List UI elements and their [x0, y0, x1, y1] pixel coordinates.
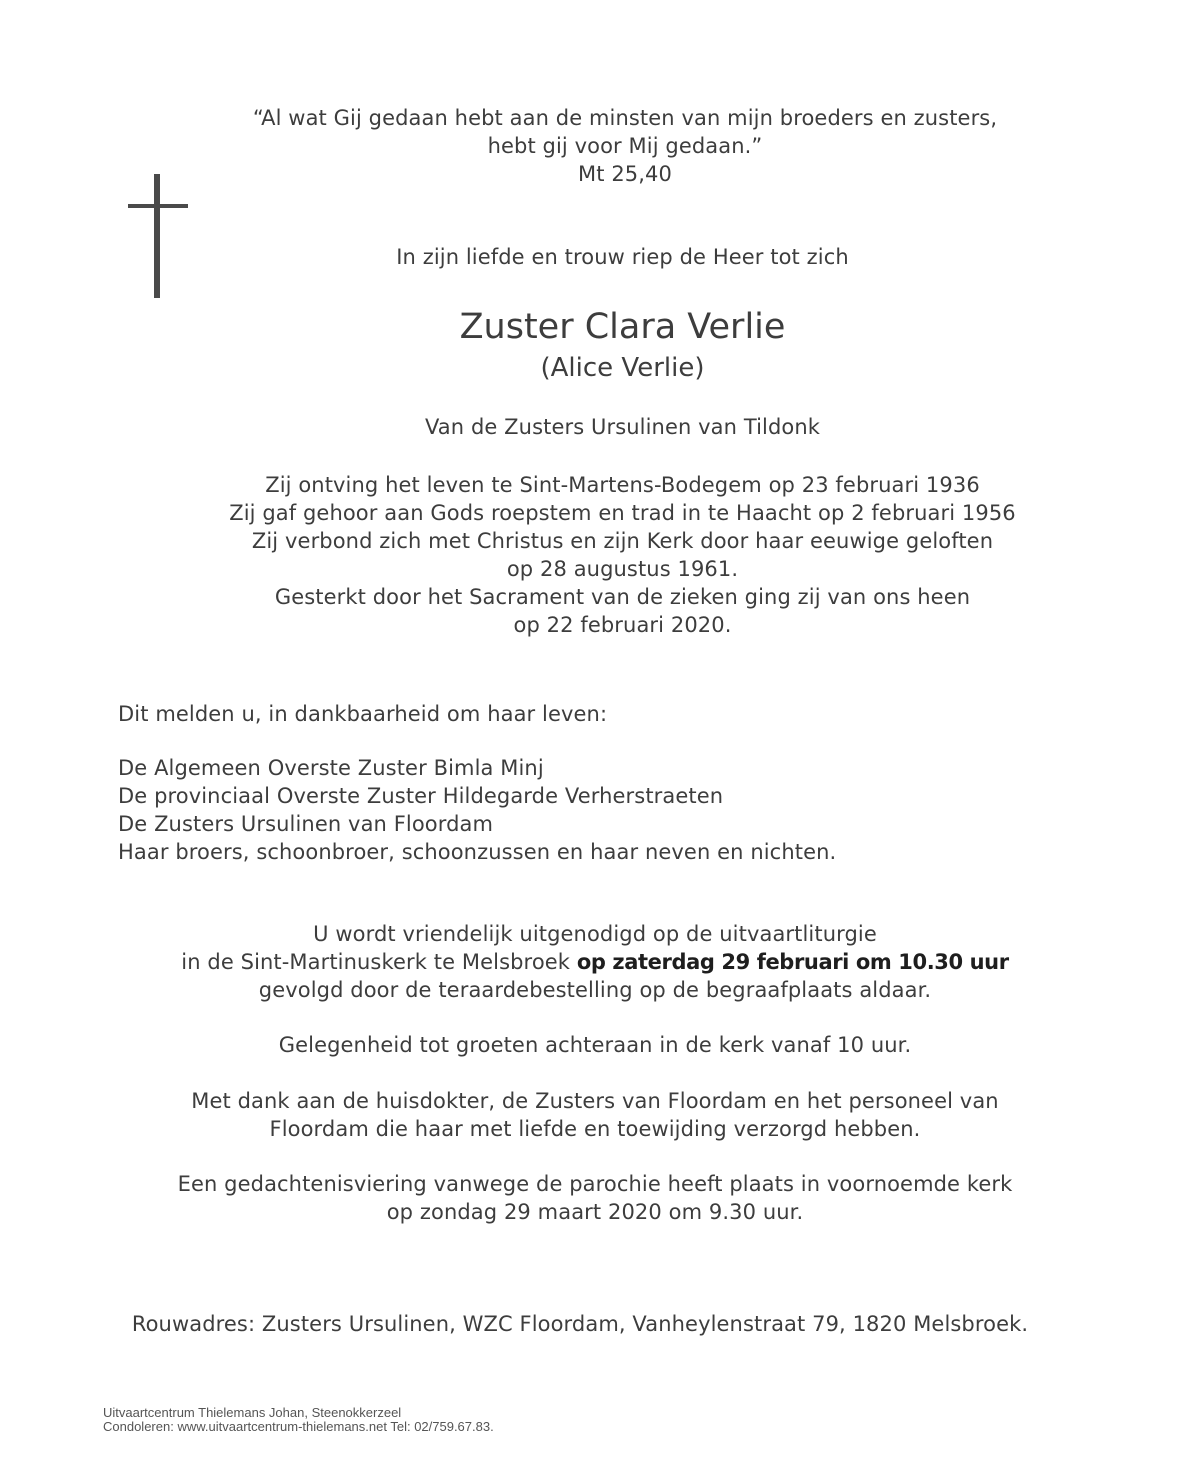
intro-text: In zijn liefde en trouw riep de Heer tot zich — [396, 245, 849, 269]
mourner-item: Haar broers, schoonbroer, schoonzussen en haar neven en nichten. — [118, 840, 837, 864]
congregation: Van de Zusters Ursulinen van Tildonk — [424, 415, 821, 439]
announcement: Dit melden u, in dankbaarheid om haar leven: — [118, 702, 608, 726]
footer — [103, 1406, 494, 1434]
quote-reference: Mt 25,40 — [578, 162, 672, 186]
thanks-text: Met dank aan de huisdokter, de Zusters van Floordam en het personeel van Floordam die haar met liefde en toewijding verzorgd hebben. — [191, 1089, 999, 1141]
invitation-location: in de Sint-Martinuskerk te Melsbroek — [181, 950, 577, 974]
life-event-line: op 28 augustus 1961. — [506, 557, 739, 581]
deceased-name: Zuster Clara Verlie — [459, 307, 786, 347]
life-event-line: op 22 februari 2020. — [513, 613, 732, 637]
bible-quote — [0, 104, 1181, 188]
quote-line: “Al wat Gij gedaan hebt aan de minsten van mijn broeders en zusters, — [252, 106, 998, 130]
mourner-item: De provinciaal Overste Zuster Hildegarde Verherstraeten — [118, 784, 724, 808]
cross-icon — [128, 174, 188, 298]
footer-contact: Condoleren: www.uitvaartcentrum-thielemans.net Tel: 02/759.67.83. — [103, 1419, 494, 1434]
deceased-alias: (Alice Verlie) — [540, 353, 705, 383]
funeral-invitation: U wordt vriendelijk uitgenodigd op de uitvaartliturgie in de Sint-Martinuskerk te Melsbroek op zaterdag 29 februari om 10.30 uur gevolgd door de teraardebestelling op de begraafplaats aldaar. — [181, 922, 1009, 1002]
cross-horizontal-beam — [128, 204, 188, 208]
life-event-line: Zij gaf gehoor aan Gods roepstem en trad in te Haacht op 2 februari 1956 — [229, 501, 1016, 525]
memorial-service: Een gedachtenisviering vanwege de parochie heeft plaats in voornoemde kerk op zondag 29 maart 2020 om 9.30 uur. — [177, 1172, 1013, 1224]
greeting-info: Gelegenheid tot groeten achteraan in de kerk vanaf 10 uur. — [278, 1033, 912, 1057]
life-events — [0, 471, 1181, 639]
footer-company: Uitvaartcentrum Thielemans Johan, Steenokkerzeel — [103, 1405, 402, 1420]
life-event-line: Zij verbond zich met Christus en zijn Kerk door haar eeuwige geloften — [251, 529, 994, 553]
cross-vertical-beam — [154, 174, 160, 298]
mourners-list — [118, 754, 836, 866]
quote-line: hebt gij voor Mij gedaan.” — [487, 134, 763, 158]
mourning-address: Rouwadres: Zusters Ursulinen, WZC Floordam, Vanheylenstraat 79, 1820 Melsbroek. — [131, 1312, 1029, 1336]
mourner-item: De Algemeen Overste Zuster Bimla Minj — [118, 756, 544, 780]
life-event-line: Gesterkt door het Sacrament van de zieken ging zij van ons heen — [274, 585, 971, 609]
mourner-item: De Zusters Ursulinen van Floordam — [118, 812, 494, 836]
invitation-date: op zaterdag 29 februari om 10.30 uur — [576, 950, 1009, 974]
life-event-line: Zij ontving het leven te Sint-Martens-Bodegem op 23 februari 1936 — [265, 473, 980, 497]
